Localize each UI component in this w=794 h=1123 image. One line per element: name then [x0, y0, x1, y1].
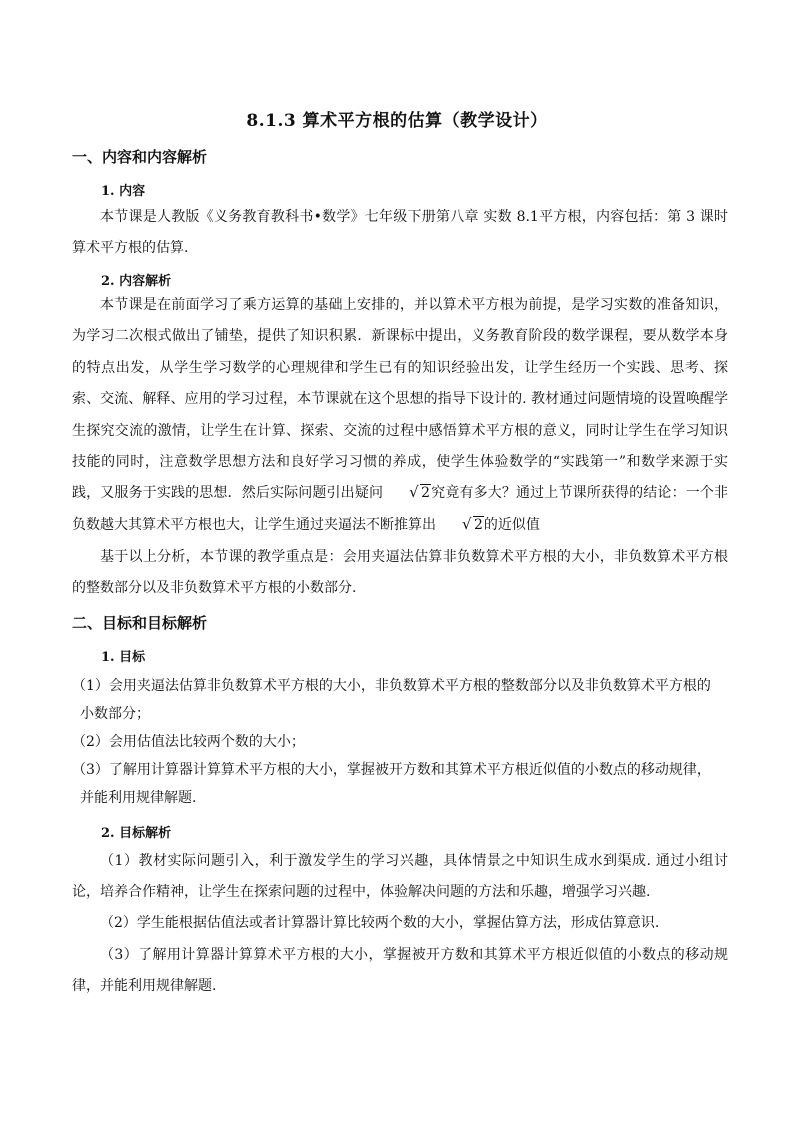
analysis-text-2: 究竟有多大？通过上节课所获得的结论：一个非负数越大其算术平方根也大，让学生通过夹逼法不断推算出: [72, 485, 728, 533]
page-title: 8.1.3 算术平方根的估算（教学设计）: [246, 111, 548, 131]
section-heading-goals: 二、目标和目标解析: [72, 614, 208, 632]
goal-line: 小数部分；: [80, 706, 150, 722]
goal-analysis-paragraph: （1）教材实际问题引入，利于激发学生的学习兴趣，具体情景之中知识生成水到渠成. 通过小组讨论，培养合作精神，让学生在探索问题的过程中，体验解决问题的方法和乐趣，增强学习兴趣.: [72, 853, 728, 900]
analysis-text-1: 本节课是在前面学习了乘方运算的基础上安排的，并以算术平方根为前提，是学习实数的准备知识，为学习二次根式做出了铺垫，提供了知识积累．新课标中提出，义务教育阶段的数学课程，要从数学本身的特点出发，从学生学习数学的心理规律和学生已有的知识经验出发，让学生经历一个实践、思考、探索、交流、解释、应用的学习过程，本节课就在这个思想的指导下设计的. 教材通过问题情境的设置唤醒学生探究交流的激情，让学生在计算、探索、交流的过程中感悟算术平方根的意义，同时让学生在学习知识技能的同时，注意数学思想方法和良好学习习惯的养成，使学生体验数学的“实践第一”和数学来源于实践，又服务于实践的思想．然后实际问题引出疑问: [72, 297, 728, 502]
goal-line: （1）会用夹逼法估算非负数算术平方根的大小，非负数算术平方根的整数部分以及非负数算术平方根的: [72, 678, 711, 694]
goal-line: （3）了解用计算器计算算术平方根的大小，掌握被开方数和其算术平方根近似值的小数点的移动规律，: [72, 762, 711, 778]
sqrt-symbol: [436, 510, 484, 541]
analysis-text-3: 的近似值: [483, 516, 540, 533]
subheading-goals-analysis: 2. 目标解析: [101, 826, 172, 841]
subheading-goals: 1. 目标: [101, 650, 146, 665]
content-analysis-paragraph: [72, 290, 728, 541]
section-heading-content: 一、内容和内容解析: [72, 148, 208, 166]
goal-line: 并能利用规律解题.: [80, 790, 197, 806]
goal-analysis-paragraph: （3）了解用计算器计算算术平方根的大小，掌握被开方数和其算术平方根近似值的小数点的移动规律，并能利用规律解题.: [72, 947, 728, 994]
goal-analysis-paragraph: （2）学生能根据估值法或者计算器计算比较两个数的大小，掌握估算方法，形成估算意识.: [100, 915, 660, 931]
subheading-content-analysis: 2. 内容解析: [101, 274, 172, 289]
content-paragraph: 本节课是人教版《义务教育教科书•数学》七年级下册第八章 实数 8.1平方根，内容包括：第 3 课时算术平方根的估算.: [72, 209, 728, 257]
sqrt-radicand: 2: [474, 516, 483, 533]
teaching-focus-paragraph: 基于以上分析，本节课的教学重点是：会用夹逼法估算非负数算术平方根的大小，非负数算术平方根的整数部分以及非负数算术平方根的小数部分.: [72, 549, 728, 597]
goal-line: （2）会用估值法比较两个数的大小；: [72, 734, 305, 750]
sqrt-symbol: [383, 478, 431, 509]
sqrt-radicand: 2: [421, 485, 431, 502]
subheading-content: 1. 内容: [101, 184, 146, 199]
